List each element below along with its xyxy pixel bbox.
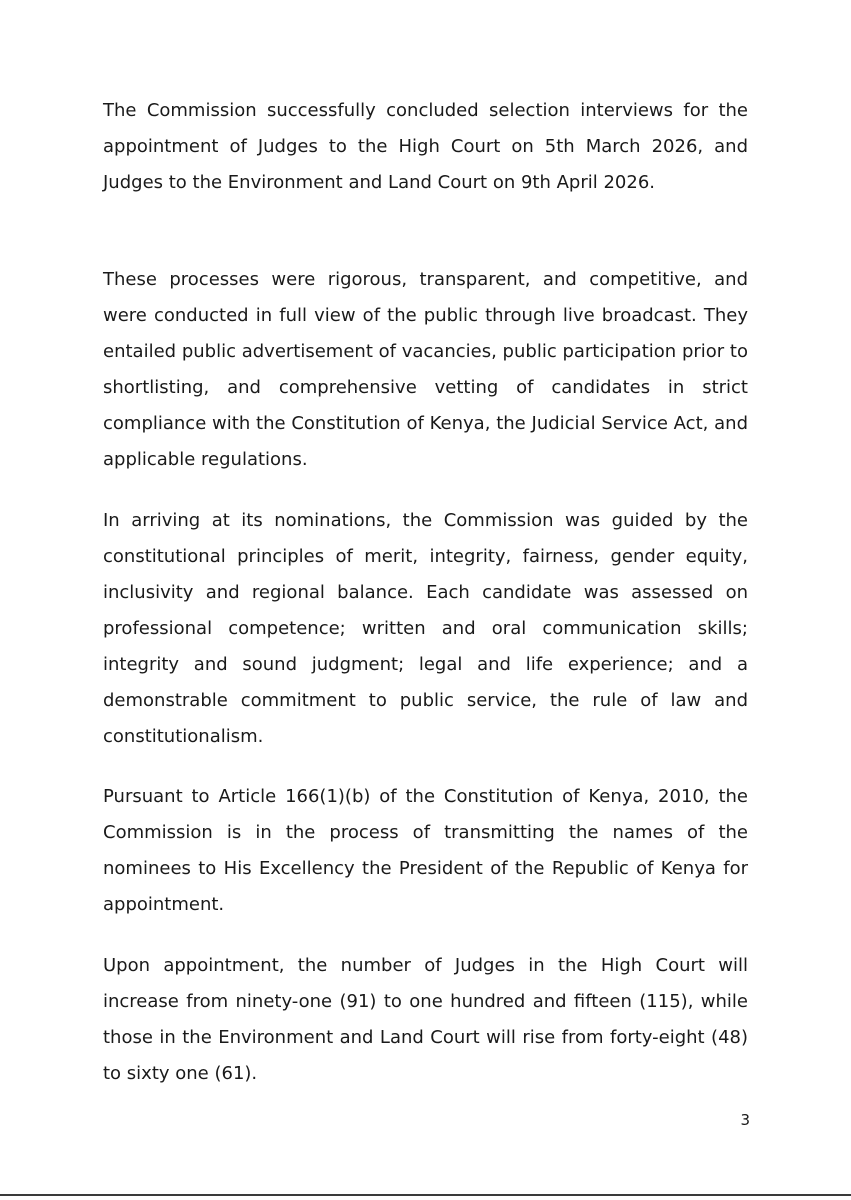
paragraph-transmission-to-president: Pursuant to Article 166(1)(b) of the Constitution of Kenya, 2010, the Commission is in the process of transmitting the names of the nominees to His Excellency the President of the Republic of Kenya for appointment. (103, 786, 748, 915)
paragraph-judge-numbers: Upon appointment, the number of Judges in the High Court will increase from ninety-one (91) to one hundred and fifteen (115), while those in the Environment and Land Court will rise from forty-eight (48) to sixty one (61). (103, 955, 748, 1084)
page-number: 3 (740, 1111, 750, 1129)
paragraph-nomination-principles: In arriving at its nominations, the Commission was guided by the constitutional principles of merit, integrity, fairness, gender equity, inclusivity and regional balance. Each candidate was assessed on professional competence; written and oral communication skills; integrity and sound judgment; legal and life experience; and a demonstrable commitment to public service, the rule of law and constitutionalism. (103, 510, 748, 747)
page-bottom-divider (0, 1194, 851, 1196)
paragraph-interviews-concluded: The Commission successfully concluded selection interviews for the appointment of Judges to the High Court on 5th March 2026, and Judges to the Environment and Land Court on 9th April 2026. (103, 100, 748, 193)
paragraph-process-transparency: These processes were rigorous, transparent, and competitive, and were conducted in full view of the public through live broadcast. They entailed public advertisement of vacancies, public participation prior to shortlisting, and comprehensive vetting of candidates in strict compliance with the Constitution of Kenya, the Judicial Service Act, and applicable regulations. (103, 269, 748, 470)
